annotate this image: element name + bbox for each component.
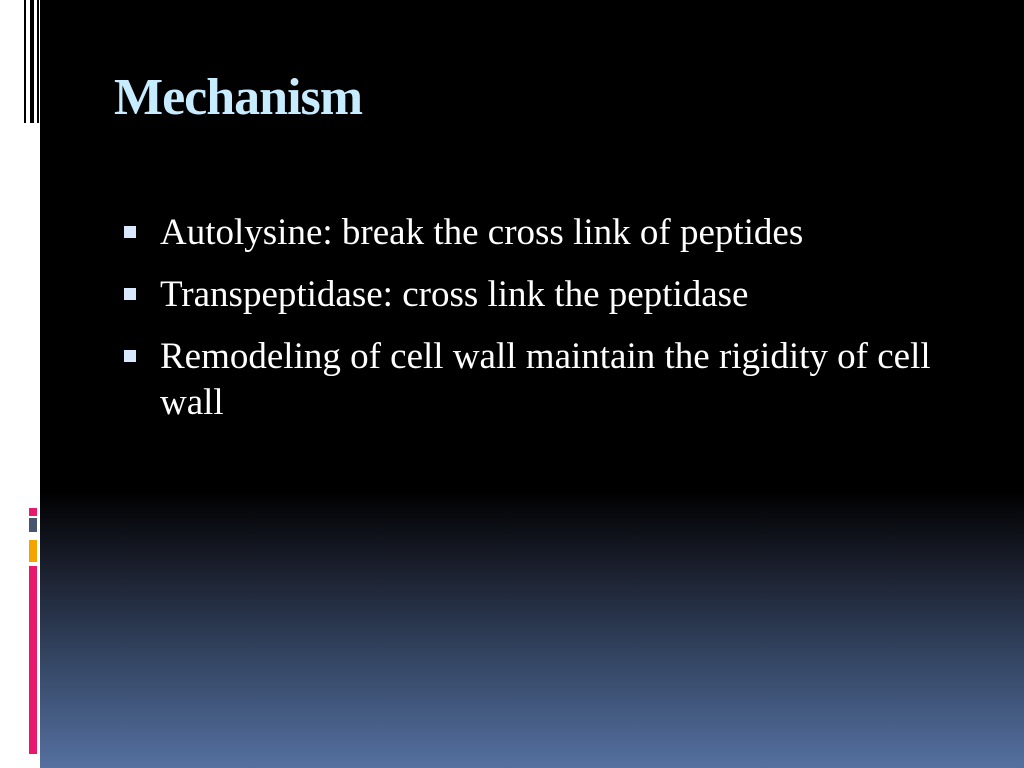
- square-bullet-icon: [124, 226, 136, 238]
- decor-bar-dark: [24, 0, 26, 123]
- left-decor-strip: [0, 0, 40, 768]
- bullet-item: [120, 210, 960, 256]
- decor-bar-gray: [29, 518, 37, 532]
- decor-bar-dark: [30, 0, 34, 123]
- bullet-list: [120, 210, 960, 442]
- bullet-item: [120, 334, 960, 426]
- square-bullet-icon: [124, 350, 136, 362]
- bullet-text: Remodeling of cell wall maintain the rigidity of cell wall: [160, 336, 931, 423]
- bullet-text: Transpeptidase: cross link the peptidase: [160, 274, 749, 315]
- slide-title: Mechanism: [114, 69, 363, 126]
- decor-bar-pink-small: [29, 508, 37, 516]
- decor-bar-orange: [29, 540, 37, 562]
- bullet-item: [120, 272, 960, 318]
- decor-bar-pink: [29, 566, 37, 754]
- square-bullet-icon: [124, 288, 136, 300]
- bullet-text: Autolysine: break the cross link of peptides: [160, 212, 804, 253]
- decor-bar-dark: [37, 0, 39, 123]
